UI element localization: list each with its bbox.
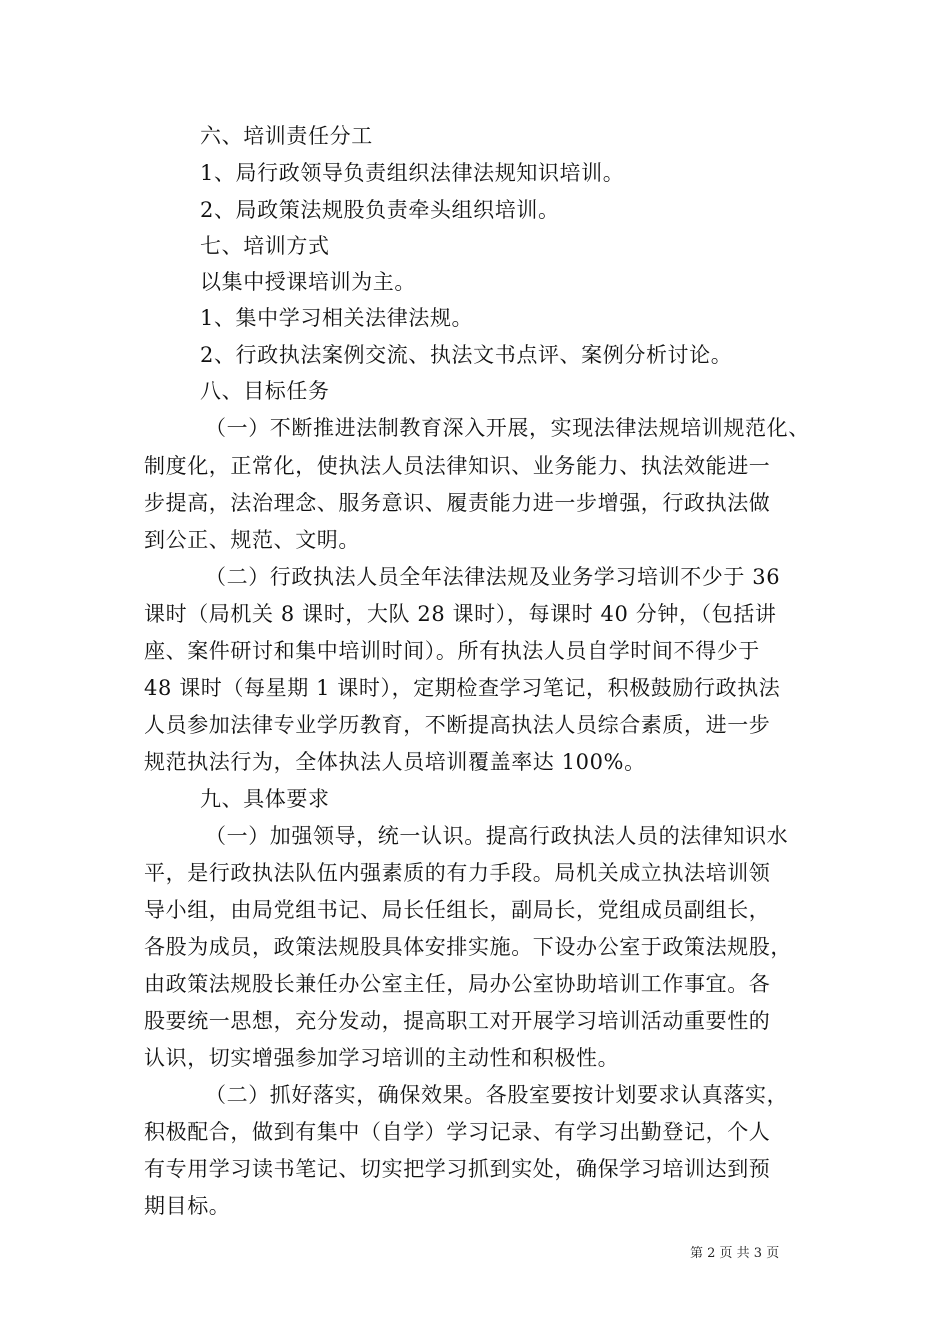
paragraph-line: 有专用学习读书笔记、切实把学习抓到实处，确保学习培训达到预 (144, 1157, 771, 1181)
paragraph-line: 课时（局机关 8 课时，大队 28 课时），每课时 40 分钟，（包括讲 (144, 602, 777, 626)
paragraph-line: 由政策法规股长兼任办公室主任，局办公室协助培训工作事宜。各 (144, 972, 771, 996)
heading-objectives: 八、目标任务 (200, 379, 330, 403)
list-item: 2、行政执法案例交流、执法文书点评、案例分析讨论。 (200, 343, 733, 367)
heading-training-responsibility: 六、培训责任分工 (200, 124, 373, 148)
heading-training-method: 七、培训方式 (200, 234, 330, 258)
paragraph-line: 以集中授课培训为主。 (200, 270, 416, 294)
paragraph-line: 积极配合，做到有集中（自学）学习记录、有学习出勤登记，个人 (144, 1120, 771, 1144)
paragraph-line: 平，是行政执法队伍内强素质的有力手段。局机关成立执法培训领 (144, 861, 771, 885)
paragraph-line: 导小组，由局党组书记、局长任组长，副局长，党组成员副组长， (144, 898, 771, 922)
paragraph-line: 股要统一思想，充分发动，提高职工对开展学习培训活动重要性的 (144, 1009, 771, 1033)
paragraph-line: （二）行政执法人员全年法律法规及业务学习培训不少于 36 (205, 565, 781, 589)
paragraph-line: 人员参加法律专业学历教育，不断提高执法人员综合素质，进一步 (144, 713, 771, 737)
paragraph-line: （一）加强领导，统一认识。提高行政执法人员的法律知识水 (205, 824, 789, 848)
paragraph-line: 制度化，正常化，使执法人员法律知识、业务能力、执法效能进一 (144, 454, 771, 478)
paragraph-line: 步提高，法治理念、服务意识、履责能力进一步增强，行政执法做 (144, 491, 771, 515)
paragraph-line: 期目标。 (144, 1194, 231, 1218)
paragraph-line: 规范执法行为，全体执法人员培训覆盖率达 100%。 (144, 750, 646, 774)
paragraph-line: 各股为成员，政策法规股具体安排实施。下设办公室于政策法规股， (144, 935, 792, 959)
paragraph-line: （一）不断推进法制教育深入开展，实现法律法规培训规范化、 (205, 416, 810, 440)
page-number-footer: 第 2 页 共 3 页 (690, 1246, 780, 1261)
list-item: 1、局行政领导负责组织法律法规知识培训。 (200, 161, 625, 185)
paragraph-line: （二）抓好落实，确保效果。各股室要按计划要求认真落实， (205, 1083, 789, 1107)
paragraph-line: 座、案件研讨和集中培训时间）。所有执法人员自学时间不得少于 (144, 639, 760, 663)
paragraph-line: 到公正、规范、文明。 (144, 528, 360, 552)
heading-requirements: 九、具体要求 (200, 787, 330, 811)
list-item: 2、局政策法规股负责牵头组织培训。 (200, 198, 560, 222)
paragraph-line: 48 课时（每星期 1 课时），定期检查学习笔记，积极鼓励行政执法 (144, 676, 781, 700)
list-item: 1、集中学习相关法律法规。 (200, 306, 474, 330)
paragraph-line: 认识，切实增强参加学习培训的主动性和积极性。 (144, 1046, 620, 1070)
